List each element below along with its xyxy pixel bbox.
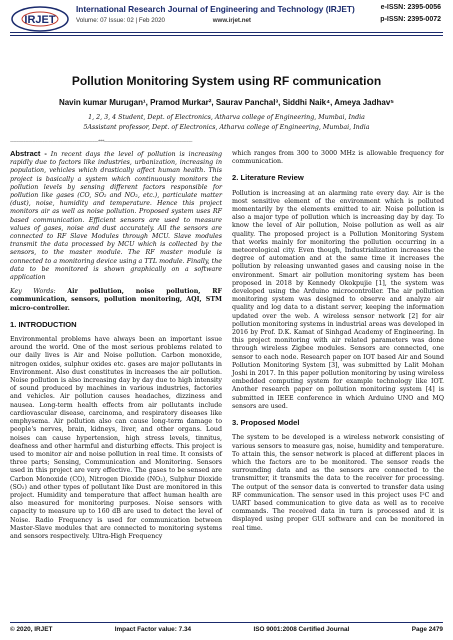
- pissn: p-ISSN: 2395-0072: [380, 16, 441, 23]
- page-footer: [10, 626, 443, 633]
- literature-text: Pollution is increasing at an alarming rate every day. Air is the most sensitive element of the environment which is polluted momentarily by the elements emitted to air. Noise pollution is also a major type of pollution which is increasing day by day. To know the level of Air pollution, Noise pollution as well as air quality. The proposed project is a Pollution Monitoring System that works mainly for monitoring the pollution occurring in a meteorological city. Even though, Industrialization increases the degree of automation and at the same time it increases the pollution by releasing unwanted gases and causing noise in the environment. Smart air pollution monitoring system has been proposed in 2018 by Kennedy Okokpujie [1], the system was developed using the Arduino microcontroller. The air pollution monitoring system was designed to observe and analyze air quality and log data to a distant server, keeping the information updated over the web. A wireless sensor network [2] for air pollution monitoring systems in industrial areas was developed in 2016 by Prof. D.K. Kamat of Sinhgad Academy of Engineering. In this project monitoring with air related parameters was done through wireless Zigbee modules. Sensors are connected, one sensor to each node. Research paper on IOT based Air and Sound Pollution Monitoring System [3], was submitted by Lalit Mohan Joshi in 2017. In this paper pollution monitoring by using wireless embedded computing system for example technology like IOT. Another research paper on pollution monitoring system [4] is submitted in IEEE conference in which Arduino UNO and MQ sensors are used.: [232, 189, 444, 410]
- abstract-text: In recent days the level of pollution is increasing rapidly due to factors like industries, urbanization, increasing in population, vehicles which drastically affect human health. This project is basically a system which continuously monitors the pollution levels by sensing different factors responsible for pollution like gases (CO, SO₂ and NO₂, etc.), particulate matter (dust), noise, humidity and temperature. Hence this project monitors air as well as noise pollution. Proposed system uses RF based communication. Efficient sensors are used to measure values of gases, noise and dust accurately. All the sensors are connected to RF Slave Modules through MCU. Slave modules transmit the data processed by MCU which is collected by the sensors, to the master module. The RF master module is connected to a monitoring device using a TTL module. Finally, the data to be monitored is shown graphically on a software application: [10, 151, 222, 282]
- proposed-text: The system to be developed is a wireless network consisting of various sensors to measure gas, noise, humidity and temperature. To attain this, the sensor network is placed at different places in which the factors are to be monitored. The sensor reads the surrounding data and as the sensors are connected to the transmitter, it transmits the data to the receiver for processing. The output of the sensor data is converted to transfer data using RF communication. The sensor used in this project uses I²C and UART based communication to give data as well as to receive commands. The received data in turn is processed and it is displayed using proper GUI software and can be monitored in real time.: [232, 434, 444, 532]
- footer-copyright: © 2020, IRJET: [10, 626, 53, 633]
- proposed-heading: 3. Proposed Model: [232, 418, 300, 428]
- affiliation-students: 1, 2, 3, 4 Student, Dept. of Electronics, Atharva college of Engineering, Mumbai, India: [88, 114, 365, 121]
- header-rule-second: [10, 35, 443, 36]
- keywords-text: Air pollution, noise pollution, RF communication, sensors, pollution monitoring, AQI, STM micro-controller.: [10, 288, 222, 312]
- paper-title: Pollution Monitoring System using RF communication: [71, 74, 382, 88]
- intro-continuation: which ranges from 300 to 3000 MHz is allowable frequency for communication.: [232, 150, 444, 166]
- header-rule: [10, 32, 443, 33]
- journal-header: [0, 0, 453, 44]
- abstract-label: Abstract -: [10, 149, 47, 158]
- paper-authors: Navin kumar Murugan¹, Pramod Murkar², Saurav Panchal³, Siddhi Naik⁴, Ameya Jadhav⁵: [58, 98, 395, 107]
- footer-impact: Impact Factor value: 7.34: [114, 626, 192, 633]
- intro-text: Environmental problems have always been an important issue around the world. One of the most serious problems related to our daily lives is Air and Noise pollution. Carbon monoxide, nitrogen oxides, sulphur oxides etc. gases are major pollutants in Environment. Also dust constitutes in increases the air pollution. Noise pollution is also increasing day by day due to high intensity of sound produced by machines in various industries, factories and vehicles. Air pollution causes headaches, dizziness and nausea. Long-term health effects from air pollutants include cardiovascular disease, carcinoma, and respiratory diseases like emphysema. Air pollution also can cause long-term damage to people's nerves, brain, kidneys, liver, and other organs. Loud noises can cause hypertension, high stress levels, tinnitus, deafness and other harmful and disturbing effects. This project is used to monitor air and noise pollution in real time. It consists of three parts; Sensing, Communication and Monitoring. Sensors used in this project are very effective. The gases to be sensed are Carbon Monoxide (CO), Nitrogen Dioxide (NO₂), Sulphur Dioxide (SO₂) and other types of pollutant like Dust are monitored in this project. Humidity and temperature that affect human health are also measured for monitoring purposes. Noise sensors with capacity to measure up to 160 dB are used to detect the level of Noise. Radio Frequency is used for communication between Master-Slave modules that are connected to monitoring systems and sensors respectively. Ultra-High Frequency: [10, 336, 222, 540]
- volume-issue: Volume: 07 Issue: 02 | Feb 2020: [76, 17, 165, 24]
- left-column: [10, 150, 222, 547]
- journal-volume-line: [76, 17, 251, 24]
- affiliation-professor: 5Assistant professor, Dept. of Electronics, Atharva college of Engineering, Mumbai, India: [83, 124, 370, 131]
- abstract: [10, 150, 222, 282]
- logo-text: IRJET: [24, 14, 56, 26]
- right-column: [232, 150, 444, 539]
- journal-website: www.irjet.net: [212, 17, 251, 24]
- intro-heading: 1. INTRODUCTION: [10, 319, 77, 329]
- footer-iso: ISO 9001:2008 Certified Journal: [253, 626, 350, 633]
- keywords: [10, 288, 222, 313]
- keywords-label: Key Words:: [10, 288, 56, 296]
- eissn: e-ISSN: 2395-0056: [380, 4, 441, 11]
- journal-name: International Research Journal of Engineering and Technology (IRJET): [76, 4, 355, 14]
- irjet-logo-icon: [10, 4, 70, 34]
- footer-rule: [10, 622, 443, 623]
- footer-page: Page 2479: [411, 626, 443, 633]
- literature-heading: 2. Literature Review: [232, 173, 304, 183]
- separator-line: --------------------------------------------------------------------------***--------------------------------------------------------------------------: [10, 139, 193, 145]
